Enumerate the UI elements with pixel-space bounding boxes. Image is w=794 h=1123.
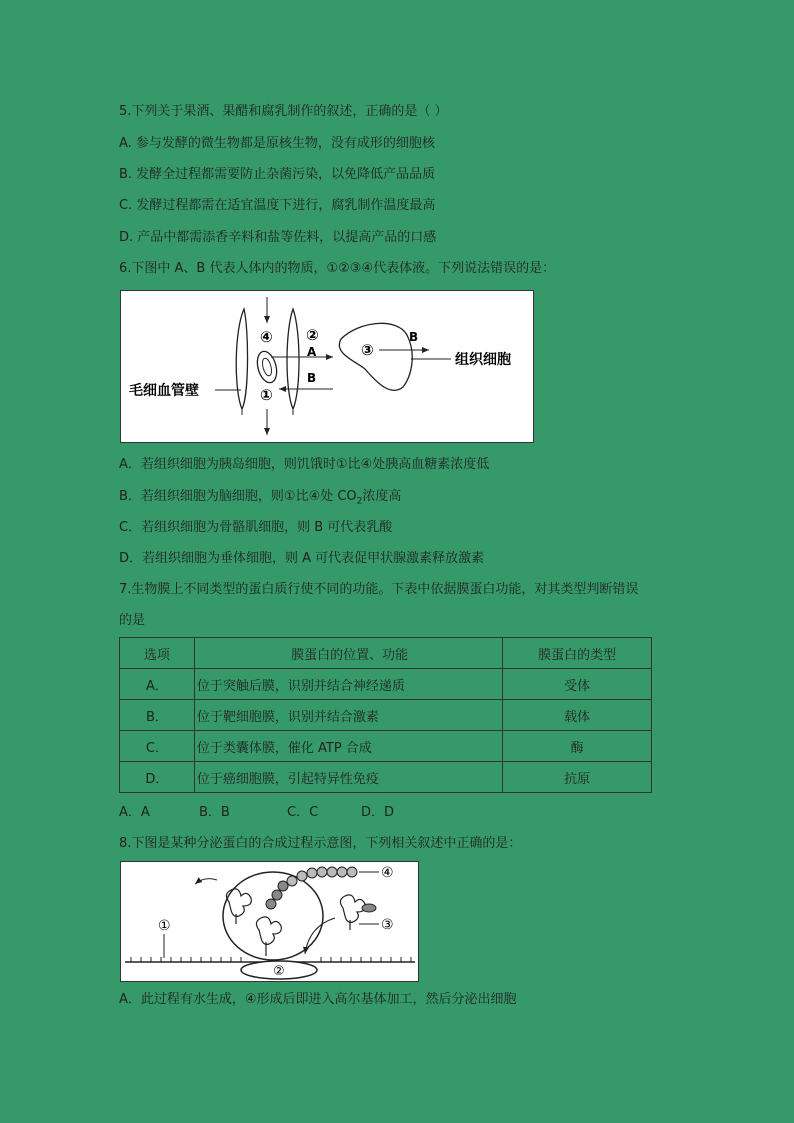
q6-option-a: A．若组织细胞为胰岛细胞，则饥饿时①比④处胰高血糖素浓度低 bbox=[119, 457, 490, 472]
trna-middle bbox=[256, 917, 281, 956]
table-header-row bbox=[120, 638, 652, 669]
q7-choices bbox=[119, 804, 394, 822]
q5-option-b: B. 发酵全过程都需要防止杂菌污染，以免降低产品品质 bbox=[119, 167, 436, 182]
table-row: C． 位于类囊体膜，催化 ATP 合成 酶 bbox=[120, 731, 652, 762]
capillary-wall-left bbox=[236, 309, 247, 409]
label-n4: ④ bbox=[260, 328, 273, 346]
q7-choice-c: C．C bbox=[287, 805, 319, 820]
q6-figure bbox=[120, 290, 534, 443]
q5-option-a: A. 参与发酵的微生物都是原核生物，没有成形的细胞核 bbox=[119, 136, 435, 151]
tissue-cell bbox=[339, 323, 412, 390]
q6-option-b: B．若组织细胞为脑细胞，则①比④处 $CO_2$浓度高 bbox=[119, 489, 402, 507]
label-n2: ② bbox=[306, 326, 319, 344]
header-type: 膜蛋白的类型 bbox=[503, 638, 652, 669]
q7-choice-a: A．A bbox=[119, 805, 150, 820]
q6-stem: 6.下图中 A、B 代表人体内的物质，①②③④代表体液。下列说法错误的是： bbox=[119, 261, 556, 276]
q6-option-c: C．若组织细胞为骨骼肌细胞，则 B 可代表乳酸 bbox=[119, 520, 393, 535]
label-n2: ② bbox=[273, 964, 285, 979]
table-row: A． 位于突触后膜，识别并结合神经递质 受体 bbox=[120, 669, 652, 700]
label-n1: ① bbox=[260, 386, 273, 404]
q8-option-a: A．此过程有水生成，④形成后即进入高尔基体加工，然后分泌出细胞 bbox=[119, 992, 517, 1007]
q5-option-d: D. 产品中都需添香辛料和盐等佐料，以提高产品的口感 bbox=[119, 230, 437, 245]
q7-choice-b: B．B bbox=[199, 805, 230, 820]
blood-cell bbox=[254, 349, 280, 385]
capillary-wall-right bbox=[287, 309, 299, 409]
table-row: D． 位于癌细胞膜，引起特异性免疫 抗原 bbox=[120, 762, 652, 793]
membrane-protein-table bbox=[119, 637, 652, 793]
header-position-function: 膜蛋白的位置、功能 bbox=[194, 638, 502, 669]
label-n1: ① bbox=[158, 918, 171, 934]
label-capillary-wall: 毛细血管壁 bbox=[129, 383, 199, 399]
label-n4: ④ bbox=[381, 865, 394, 881]
q7-stem-line2: 的是 bbox=[119, 613, 146, 628]
label-n3: ③ bbox=[361, 341, 374, 359]
q7-choice-d: D．D bbox=[361, 805, 395, 820]
trna-right bbox=[340, 895, 365, 930]
label-a: A bbox=[307, 345, 317, 359]
label-b-right: B bbox=[409, 330, 419, 344]
q8-stem: 8.下图是某种分泌蛋白的合成过程示意图，下列相关叙述中正确的是： bbox=[119, 836, 522, 851]
q5-option-c: C. 发酵过程都需在适宜温度下进行，腐乳制作温度最高 bbox=[119, 198, 436, 213]
q8-figure bbox=[120, 861, 419, 982]
label-b-left: B bbox=[307, 371, 317, 385]
q5-stem: 5.下列关于果酒、果醋和腐乳制作的叙述，正确的是（ ） bbox=[119, 104, 448, 119]
header-option: 选项 bbox=[120, 638, 195, 669]
label-n3: ③ bbox=[381, 917, 394, 933]
label-tissue-cell: 组织细胞 bbox=[455, 352, 511, 368]
q6-option-d: D．若组织细胞为垂体细胞，则 A 可代表促甲状腺激素释放激素 bbox=[119, 551, 485, 566]
q7-stem-line1: 7.生物膜上不同类型的蛋白质行使不同的功能。下表中依据膜蛋白功能，对其类型判断错误 bbox=[119, 582, 639, 597]
table-row: B． 位于靶细胞膜，识别并结合激素 载体 bbox=[120, 700, 652, 731]
